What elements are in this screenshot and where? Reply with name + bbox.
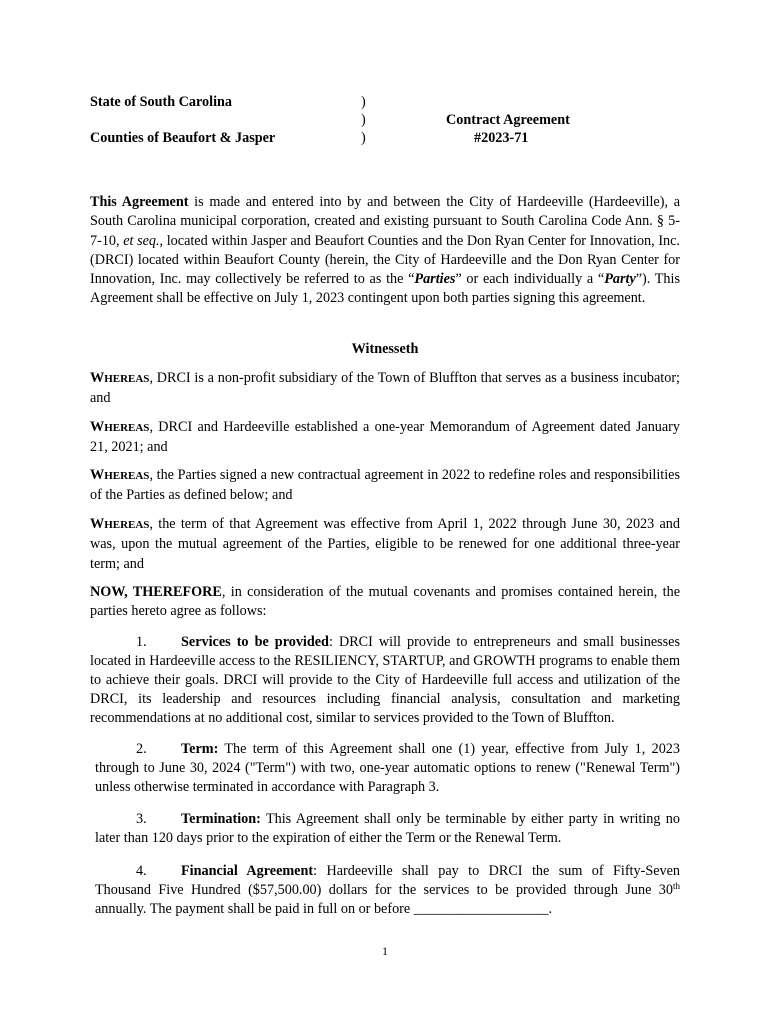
whereas-clause-3: WHEREAS, the Parties signed a new contractual agreement in 2022 to redefine roles and responsibilities of the Parties as defined below; and bbox=[90, 467, 680, 504]
intro-lead: This Agreement bbox=[90, 194, 189, 210]
parties-term: Parties bbox=[414, 271, 456, 288]
page-number: 1 bbox=[382, 944, 388, 958]
contract-title: Contract Agreement bbox=[446, 112, 570, 128]
whereas-clause-4: WHEREAS, the term of that Agreement was effective from April 1, 2022 through June 30, 2023 and was, upon the mutual agreement of the Parties, eligible to be renewed for one additional three-year term; and bbox=[90, 516, 680, 572]
et-seq: et seq. bbox=[123, 232, 160, 249]
paren-3: ) bbox=[361, 130, 366, 146]
section-2-number: 2. bbox=[136, 741, 147, 757]
counties-heading: Counties of Beaufort & Jasper bbox=[90, 130, 276, 146]
section-1: 1. Services to be provided: DRCI will provide to entrepreneurs and small businesses located in Hardeeville access to the RESILIENCY, STARTUP, and GROWTH programs to enable them to achieve their goals. DRCI will provide to the City of Hardeeville full access and utilization of the DRCI, its leadership and resources including financial analysis, consultation and marketing recommendations at no additional cost, similar to services provided to the Town of Bluffton. bbox=[90, 634, 681, 726]
intro-paragraph: This Agreement is made and entered into by and between the City of Hardeeville (Hardeeville), a South Carolina municipal corporation, created and existing pursuant to South Carolina Code Ann. § 5-7-10, et seq., located within Jasper and Beaufort Counties and the Don Ryan Center for Innovation, Inc. (DRCI) located within Beaufort County (herein, the City of Hardeeville and the Don Ryan Center for Innovation, Inc. may collectively be referred to as the “Parties” or each individually a “Party”). This Agreement shall be effective on July 1, 2023 contingent upon both parties signing this agreement. bbox=[90, 194, 680, 307]
section-4-number: 4. bbox=[136, 863, 147, 879]
party-term: Party bbox=[604, 271, 636, 288]
section-4: 4. Financial Agreement: Hardeeville shall pay to DRCI the sum of Fifty-Seven Thousand Five Hundred ($57,500.00) dollars for the services to be provided through June 30th annually. The payment shall be paid in full on or before ___________________. bbox=[95, 863, 680, 917]
section-1-title: Services to be provided bbox=[181, 634, 329, 650]
section-3: 3. Termination: This Agreement shall only be terminable by either party in writing no later than 120 days prior to the expiration of either the Term or the Renewal Term. bbox=[95, 811, 680, 846]
section-1-number: 1. bbox=[136, 634, 147, 650]
section-2: 2. Term: The term of this Agreement shall one (1) year, effective from July 1, 2023 through to June 30, 2024 ("Term") with two, one-year automatic options to renew ("Renewal Term") unless otherwise terminated in accordance with Paragraph 3. bbox=[95, 741, 680, 795]
section-3-title: Termination: bbox=[181, 811, 261, 827]
paren-1: ) bbox=[361, 94, 366, 110]
state-heading: State of South Carolina bbox=[90, 94, 233, 110]
paren-2: ) bbox=[361, 112, 366, 128]
section-2-title: Term: bbox=[181, 741, 219, 757]
now-therefore-paragraph: NOW, THEREFORE, in consideration of the mutual covenants and promises contained herein, the parties hereto agree as follows: bbox=[90, 584, 680, 620]
contract-number: #2023-71 bbox=[474, 130, 529, 146]
witnesseth-heading: Witnesseth bbox=[351, 341, 419, 357]
whereas-clause-1: WHEREAS, DRCI is a non-profit subsidiary of the Town of Bluffton that serves as a business incubator; and bbox=[90, 370, 680, 407]
section-4-title: Financial Agreement bbox=[181, 863, 314, 879]
section-3-number: 3. bbox=[136, 811, 147, 827]
whereas-clause-2: WHEREAS, DRCI and Hardeeville established a one-year Memorandum of Agreement dated January 21, 2021; and bbox=[90, 419, 680, 456]
